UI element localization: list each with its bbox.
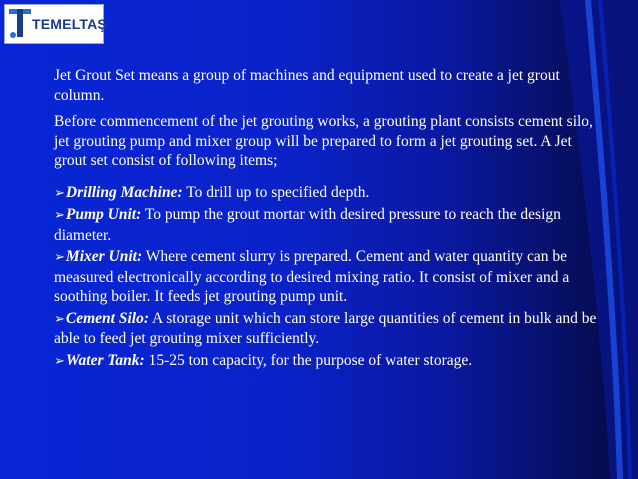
item-term: Cement Silo: [65,309,150,327]
company-logo [4,4,107,44]
description-paragraph: Before commencement of the jet grouting works, a grouting plant consists cement silo, jet grouting pump and mixer group will be prepared to form a jet grouting set. A Jet grout set consist of following items; [54,113,593,169]
item-description: Where cement slurry is prepared. Cement and water quantity can be measured electronically according to desired mixing ratio. It consist of mixer and a soothing boiler. It feeds jet grouting pump unit. [54,248,570,305]
logo-text: TEMELTAŞ [32,16,107,32]
arrow-bullet-icon: ➢ [54,185,65,201]
list-item [54,183,599,204]
item-description: To drill up to specified depth. [182,183,370,201]
item-description: 15-25 ton capacity, for the purpose of water storage. [144,351,473,369]
arrow-bullet-icon: ➢ [54,353,65,369]
item-term: Water Tank: [65,351,145,369]
item-term: Pump Unit: [65,206,142,223]
list-item [54,247,599,307]
list-item [54,205,599,245]
logo-mark-icon [8,7,32,41]
item-description: To pump the grout mortar with desired pressure to reach the design diameter. [54,206,561,244]
arrow-bullet-icon: ➢ [54,208,65,223]
list-item [54,309,599,349]
item-term: Mixer Unit: [65,248,143,265]
intro-paragraph: Jet Grout Set means a group of machines and equipment used to create a jet grout column. [54,67,560,104]
list-item [54,351,599,372]
arrow-bullet-icon: ➢ [54,311,65,327]
slide-body [54,66,599,373]
arrow-bullet-icon: ➢ [54,250,65,265]
item-description: A storage unit which can store large quantities of cement in bulk and be able to feed jet grouting mixer sufficiently. [54,309,597,347]
item-term: Drilling Machine: [65,183,183,201]
